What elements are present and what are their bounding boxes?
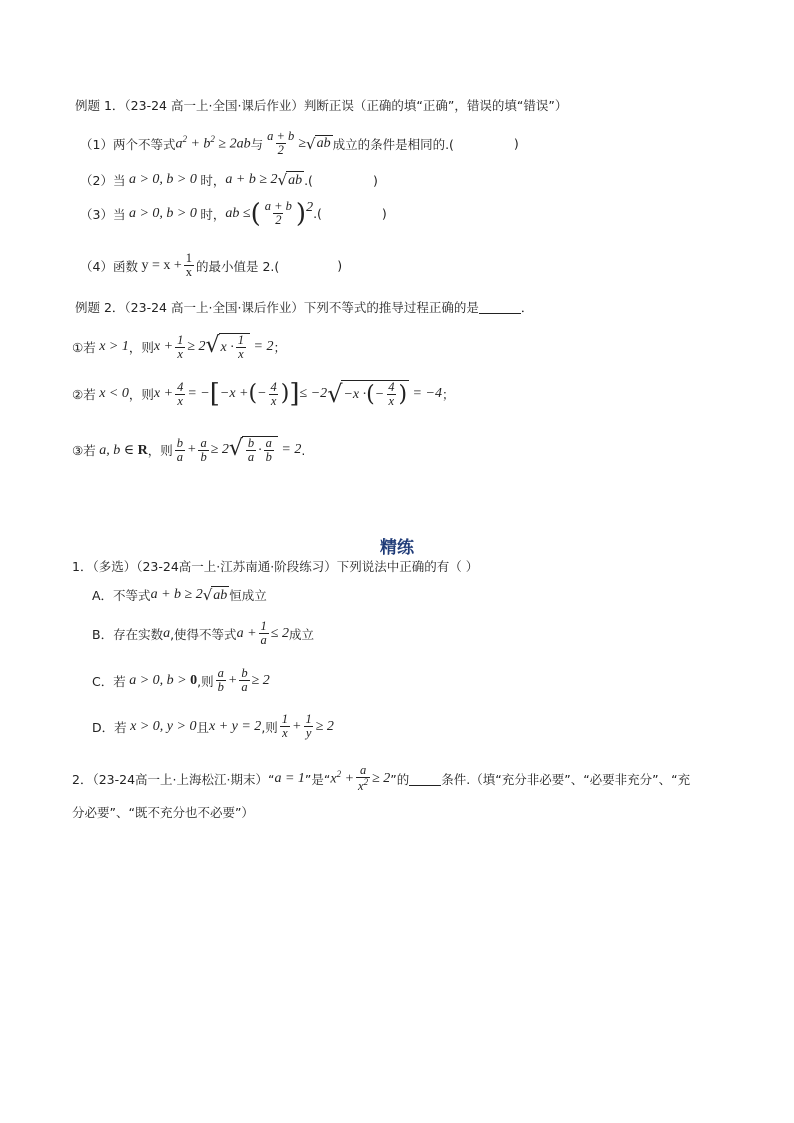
practice-q2: 2．（23-24高一上·上海松江·期末）“ a = 1 ”是“ $x^2$ + $\frac{a}{x^2}$ ≥ 2 ”的 条件.（填“充分非必要”、“必要非充分”、“充 [72, 763, 691, 794]
example1-item4: （4）函数 y = x + $\frac{1}{x}$ 的最小值是 2.( ) [80, 251, 343, 280]
example1-header: 例题 1．（23-24 高一上·全国·课后作业）判断正误（正确的填“正确”，错误的填“错误”） [75, 98, 568, 113]
example2-item2: ②若 x < 0 ，则 x + $\frac{4}{x}$ = − [ −x + ( − $\frac{4}{x}$ ) ] ≤ −2 √ −x · ( − $\frac{4}{x}$ ) = −4 ； [72, 379, 455, 410]
example1-item3: （3）当 a > 0, b > 0 时， ab ≤ ( $\frac{a + b}{2}$ ) 2 .( ) [80, 198, 387, 229]
example1-item2: （2）当 a > 0, b > 0 时， a + b ≥ 2 √ ab .( ) [80, 171, 378, 189]
option-a: A．不等式 a + b ≥ 2 √ ab 恒成立 [92, 586, 267, 604]
example1-item1: （1）两个不等式 $a^2 + b^2 \ge 2ab$ 与 $\frac{a + b}{2}$ ≥ √ ab 成立的条件是相同的.( ) [80, 129, 519, 158]
example2-header: 例题 2．（23-24 高一上·全国·课后作业）下列不等式的推导过程正确的是 ． [75, 300, 534, 315]
answer-blank[interactable] [479, 300, 521, 314]
section-title: 精练 [380, 538, 414, 558]
example2-item1: ①若 x > 1 ，则 x + $\frac{1}{x}$ ≥ 2 √ x · $\frac{1}{x}$ = 2 ； [72, 332, 286, 362]
practice-q1-header: 1．（多选）（23-24高一上·江苏南通·阶段练习）下列说法中正确的有（ ） [72, 559, 479, 574]
option-d: D．若 x > 0, y > 0 且 x + y = 2 ,则 $\frac{1}{x}$ + $\frac{1}{y}$ ≥ 2 [92, 712, 334, 741]
example2-item3: ③若 a, b ∈ R ，则 $\frac{b}{a}$ + $\frac{a}{b}$ ≥ 2 √ $\frac{b}{a}$ · $\frac{a}{b}$ = 2 . [72, 435, 306, 465]
option-b: B．存在实数 a ,使得不等式 a + $\frac{1}{a}$ ≤ 2 成立 [92, 619, 314, 648]
practice-q2-line2: 分必要”、“既不充分也不必要”） [72, 805, 254, 820]
answer-blank[interactable] [409, 772, 441, 786]
option-c: C．若 a > 0, b > 0 ,则 $\frac{a}{b}$ + $\frac{b}{a}$ ≥ 2 [92, 666, 270, 695]
